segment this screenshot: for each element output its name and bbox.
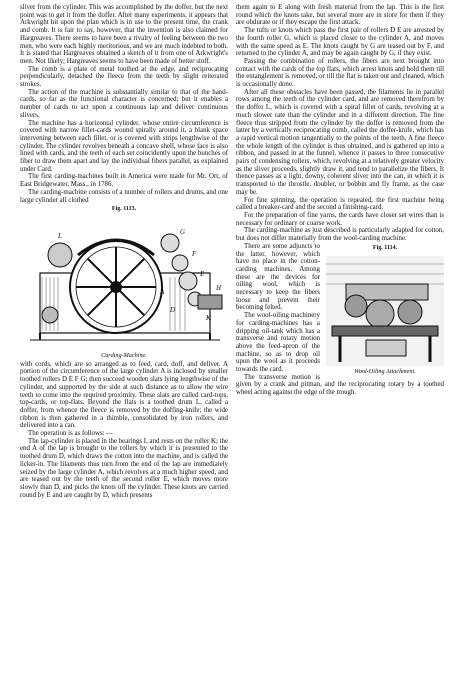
paragraph: The lap-cylinder is placed in the bearings I, and rests on the roller K; the end A of the lap is brought to the rollers by which it is presented to the toothed drum D, which draws the cotton into the machine, and is called the licker-in. The filaments thus torn from the end of the lap are immediately seized by the large cylinder A, which revolves at a much higher speed, and are teased out by the teeth of the second roller E, which moves more slowly than D, and picks the knots off the cylinder. These knots are carried round by E and are caught by D, which presents (20, 437, 228, 499)
figure-label-L: L (58, 231, 62, 240)
carding-machine-illustration (20, 215, 228, 343)
paragraph: The operation is as follows: — (28, 430, 114, 438)
figure-label-H: H (216, 283, 222, 292)
paragraph: Passing the combination of rollers, the fibers are next brought into contact with the cards of the top flats, which arrest knots and hold them till the entanglement is removed, or till the flat is taken out and cleaned, which is occasionally done. (236, 57, 444, 89)
paragraph: sliver from the cylinder. This was accomplished by the doffer, but the next point was to get it from the doffer. After many experiments, it appears that Arkwright hit upon the plan which is in use to the present time, the crank and comb. It is fair to say, however, that the invention is also claimed for Hargreaves. There seems to have been a rivalry of feeling between the two men, who were each highly meritorious, and we are much indebted to both. It is stated that Hargreaves obtained a sketch of it from one of Arkwright's men. Not likely; Hargreaves seems to have been made of better stuff. (20, 4, 228, 65)
figure-number: Fig. 1113. (111, 206, 137, 213)
paragraph: After all these obstacles have been passed, the filaments lie in parallel rows among the teeth of the cylinder card, and are removed therefrom by the doffer L, which is covered with a spiral fillet of cards, revolving at a much slower rate than the cylinder and in a different direction. The fine fleece thus stripped from the cylinder by the doffer is removed from the latter by a vertically reciprocating comb, called the doffer-knife, which has a rapid vertical motion tangentially to the points of the teeth. A fine fleece the whole length of the cylinder is thus obtained, and is gathered up into a ribbon, and passed in at the funnel, whence it passes to three consecutive pairs of condensing rollers, which, revolving at a relatively greater velocity as the sliver proceeds, slightly draw it, and tend to parallelize the fibers. It thence passes as a light, downy, coherent sliver into the can, in which it is transported to the throstle, doubler, or bobbin and fly frame, as the case may be. (236, 88, 444, 196)
figure-label-D: D (170, 305, 176, 314)
paragraph: The machine has a horizontal cylinder, whose entire circumference is covered with narrow fillet-cards wound spirally around it, a blank space intervening between each fillet, or is covered with strips lengthwise of the cylinder. The cylinder revolves beneath a concave shell, whose face is also lined with cards, and the teeth of each set coincidently upon the bunches of fiber to draw them apart and lay the individual fibers parallel, as explained under Card. (20, 119, 228, 173)
figure-number: Fig. 1114. (372, 244, 398, 251)
figure-label-A: A (160, 287, 165, 296)
paragraph: The comb is a plate of metal toothed at the edge, and reciprocating perpendicularly, detached the fleece from the teeth by slight reiterated strokes. (20, 65, 228, 89)
figure-caption: Carding-Machine. (101, 351, 147, 359)
figure-label-K: K (206, 313, 211, 322)
figure-label-F: F (192, 249, 197, 258)
figure-label-E: E (200, 269, 205, 278)
left-column (20, 4, 228, 499)
paragraph: There are some adjuncts to the latter, however, which have no place in the cotton-carding machines. Among these are the devices for oiling wool, which is necessary to keep the fibers loose and prevent their becoming felted. (236, 242, 320, 312)
figure-caption: Wool-Oiling Attachment. (354, 367, 416, 375)
paragraph: The action of the machine is substantially similar to that of the hand-cards, so far as the functional character is concerned; but it enables a number of cards to act upon a continuous lap and deliver continuous slivers. (20, 88, 228, 119)
carding-machine-figure (20, 215, 228, 350)
wool-oiling-figure (326, 243, 444, 376)
wool-oiling-illustration (326, 254, 444, 366)
paragraph: The carding-machine consists of a number of rollers and drums, and one large cylinder all clothed (20, 188, 228, 204)
paragraph: with cords, which are so arranged as to feed, card, doff, and deliver. A portion of the circumference of the large cylinder A is inclosed by smaller toothed rollers D E F G; then succeed wooden slats lying lengthwise of the cylinder, and supported by the side at such distance as to allow the wire teeth to come into the required proximity. These slats are called card-tops, top-cards, or top-flats. Beyond the flats is a toothed drum L, called a doffer, from whence the fleece is removed by the doffing-knife; the wide ribbon is then gathered in a thimble, consolidated by iron rollers, and delivered into a can. (20, 360, 228, 430)
paragraph: them again to E along with fresh material from the lap. This is the first round which the knots take, but several more are in store for them if they are obdurate or if they escape the first attack. (236, 4, 444, 27)
paragraph: For the preparation of fine yarns, the cards have closer set wires than is necessary for ordinary or coarse work. (236, 211, 444, 227)
paragraph: The tufts or knots which pass the first pair of rollers D E are arrested by the fourth roller G, which is placed closer to the cylinder A, and moves with the same speed as E. The knots caught by G are teased out by F, and returned to the cylinder A, and may be again caught by G, if they exist. (236, 27, 444, 58)
paragraph: The first carding-machines built in America were made for Mr. Orr, of East Bridgewater, Mass., in 1786. (20, 173, 228, 189)
paragraph: The carding-machine as just described is particularly adapted for cotton, but does not differ materially from the wool-carding machine. (236, 227, 444, 243)
right-column (236, 4, 444, 397)
figure-label-G: G (180, 227, 186, 236)
paragraph: For fine spinning, the operation is repeated, the first machine being called a breaker-card and the second a finishing-card. (236, 196, 444, 212)
paragraph: The transverse motion is given by a crank and pitman, and the reciprocating rotary by a toothed wheel acting against the edge of the trough. (236, 373, 444, 397)
paragraph: The wool-oiling machinery for carding-machines has a dripping oil-tank which has a transverse and rotary motion above the feed-apron of the machine, so as to drop oil upon the wool as it proceeds towards the card. (236, 312, 320, 374)
